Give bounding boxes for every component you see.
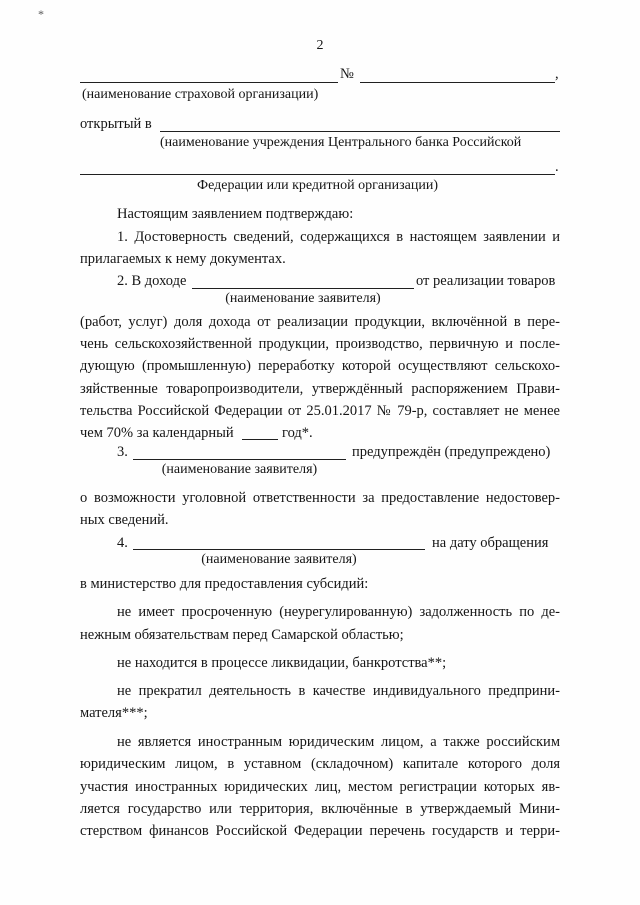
condition4-line3: участия иностранных юридических лиц, местом регистрации которых яв- bbox=[80, 779, 560, 795]
item3-suffix: предупреждён (предупреждено) bbox=[352, 444, 551, 460]
item2-line3: дующую (промышленную) переработку которой осуществляют сельскохо- bbox=[80, 358, 560, 374]
page-number: 2 bbox=[316, 38, 324, 53]
applicant-caption-3: (наименование заявителя) bbox=[201, 552, 357, 567]
condition2: не находится в процессе ликвидации, банкротства**; bbox=[117, 655, 447, 671]
item2-last-suffix: год*. bbox=[282, 425, 313, 441]
applicant-name-blank-2[interactable] bbox=[133, 459, 346, 460]
item4-line1: в министерство для предоставления субсидий: bbox=[80, 576, 369, 592]
item1-line1: 1. Достоверность сведений, содержащихся в настоящем заявлении и bbox=[117, 229, 560, 245]
bank-name-blank-2[interactable] bbox=[80, 174, 555, 175]
header-period: . bbox=[555, 159, 559, 175]
item3-line2: ных сведений. bbox=[80, 512, 169, 528]
item4-suffix: на дату обращения bbox=[432, 535, 549, 551]
item2-prefix: 2. В доходе bbox=[117, 273, 187, 289]
confirm-intro: Настоящим заявлением подтверждаю: bbox=[117, 206, 354, 222]
year-blank[interactable] bbox=[242, 439, 278, 440]
item2-line1: (работ, услуг) доля дохода от реализации продукции, включённой в пере- bbox=[80, 314, 560, 330]
applicant-caption-2: (наименование заявителя) bbox=[161, 462, 318, 477]
item3-line1: о возможности уголовной ответственности за предоставление недостовер- bbox=[80, 490, 560, 506]
corner-mark: * bbox=[38, 7, 44, 21]
insurer-name-blank[interactable] bbox=[80, 82, 338, 83]
bank-caption-line1: (наименование учреждения Центрального банка Российской bbox=[160, 135, 522, 150]
bank-name-blank[interactable] bbox=[160, 131, 560, 132]
item4-number: 4. bbox=[117, 535, 128, 551]
condition1-line1: не имеет просроченную (неурегулированную) задолженность по де- bbox=[117, 604, 560, 620]
condition4-line2: юридическим лицом, в уставном (складочном) капитале которого доля bbox=[80, 756, 560, 772]
condition3-line1: не прекратил деятельность в качестве индивидуального предприни- bbox=[117, 683, 560, 699]
header-comma: , bbox=[555, 66, 559, 82]
applicant-name-blank-3[interactable] bbox=[133, 549, 425, 550]
opened-in-label: открытый в bbox=[80, 116, 152, 132]
condition4-line1: не является иностранным юридическим лицом, а также российским bbox=[117, 734, 560, 750]
item2-suffix: от реализации товаров bbox=[416, 273, 556, 289]
number-sign: № bbox=[340, 66, 354, 82]
condition1-line2: нежным обязательствам перед Самарской областью; bbox=[80, 627, 404, 643]
bank-caption-line2: Федерации или кредитной организации) bbox=[197, 178, 438, 193]
applicant-name-blank-1[interactable] bbox=[192, 288, 414, 289]
item3-number: 3. bbox=[117, 444, 128, 460]
condition4-line5: стерством финансов Российской Федерации перечень государств и терри- bbox=[80, 823, 560, 839]
item2-line5: тельства Российской Федерации от 25.01.2017 № 79-р, составляет не менее bbox=[80, 403, 560, 419]
account-number-blank[interactable] bbox=[360, 82, 555, 83]
insurer-caption: (наименование страховой организации) bbox=[82, 87, 319, 102]
item1-line2: прилагаемых к нему документах. bbox=[80, 251, 286, 267]
item2-line4: зяйственные товаропроизводители, утверждённый распоряжением Прави- bbox=[80, 381, 560, 397]
item2-last-prefix: чем 70% за календарный bbox=[80, 425, 234, 441]
condition4-line4: ляется государство или территория, включённые в утверждаемый Мини- bbox=[80, 801, 560, 817]
item2-line2: чень сельскохозяйственной продукции, производство, первичную и после- bbox=[80, 336, 560, 352]
applicant-caption-1: (наименование заявителя) bbox=[225, 291, 381, 306]
condition3-line2: мателя***; bbox=[80, 705, 148, 721]
